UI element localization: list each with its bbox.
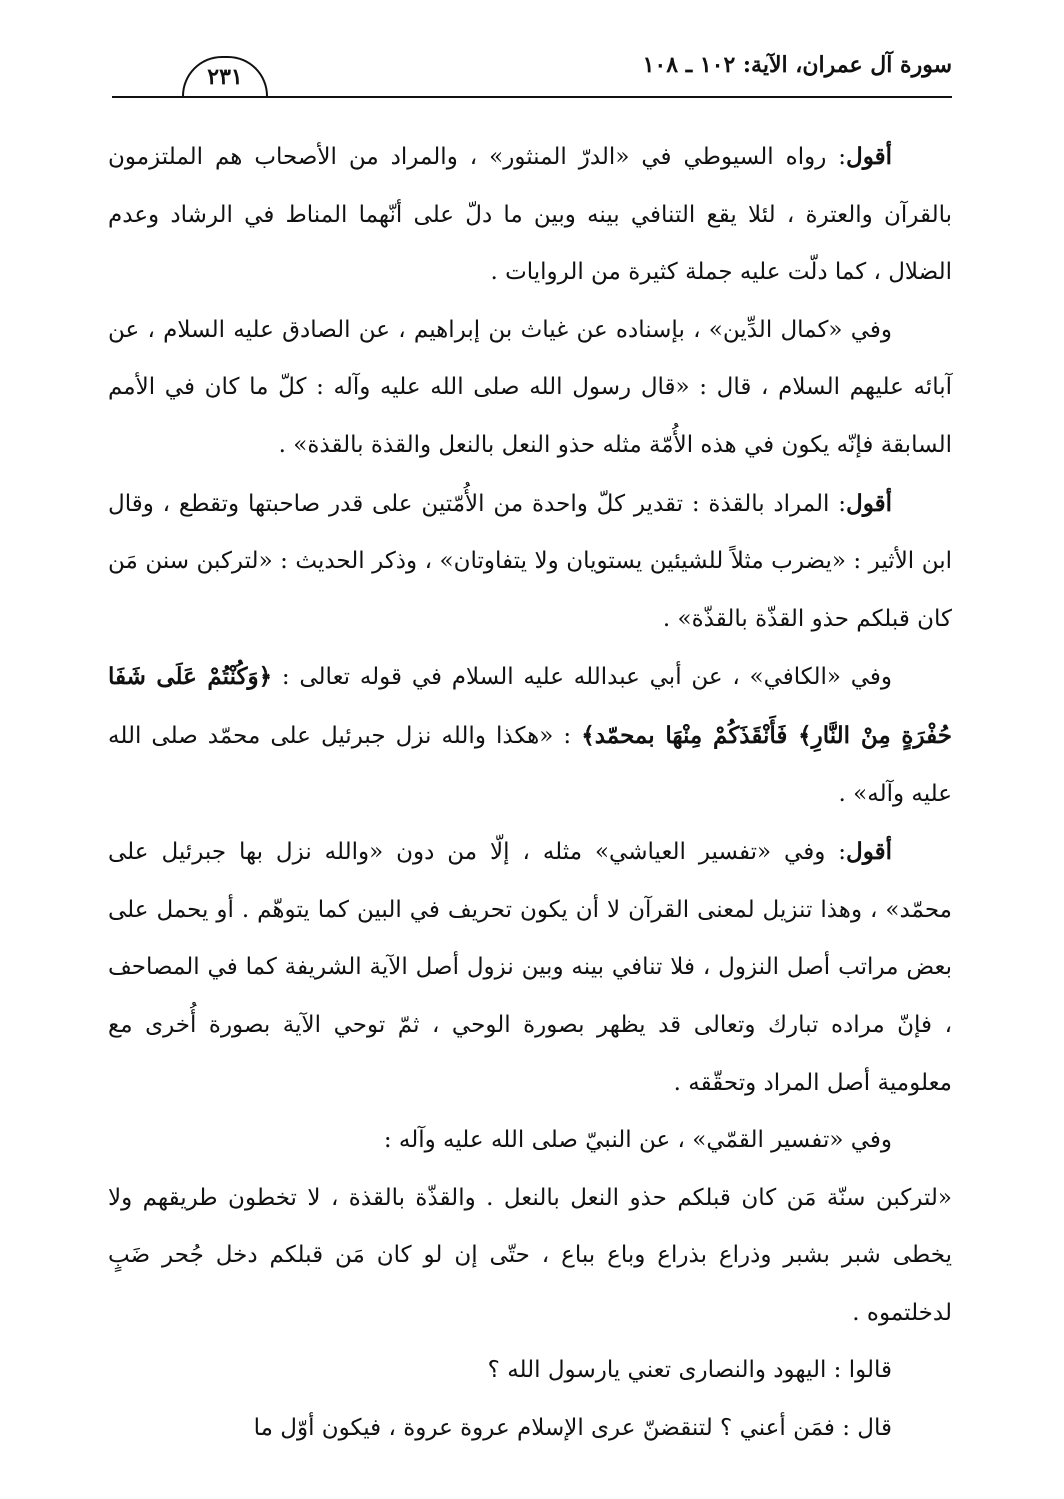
paragraph-4 — [108, 648, 952, 823]
paragraph-text: وفي «تفسير القمّي» ، عن النبيّ صلى الله عليه وآله : — [383, 1127, 892, 1154]
paragraph-8 — [108, 1342, 952, 1400]
paragraph-label: أقول — [846, 143, 892, 170]
paragraph-text: وفي «الكافي» ، عن أبي عبدالله عليه السلام في قوله تعالى : — [281, 664, 893, 691]
chapter-title: سورة آل عمران، الآية: ١٠٢ ـ ١٠٨ — [642, 52, 952, 78]
paragraph-text: قالوا : اليهود والنصارى تعني يارسول الله ؟ — [487, 1357, 892, 1384]
paragraph-text: : المراد بالقذة : تقدير كلّ واحدة من الأُمّتين على قدر صاحبتها وتقطع ، وقال ابن الأثير : «يضرب مثلاً للشيئين يستويان ولا يتفاوتان» ، وذكر الحديث : «لتركبن سنن مَن كان قبلكم حذو القذّة بالقذّة» . — [108, 490, 952, 632]
paragraph-text: «لتركبن سنّة مَن كان قبلكم حذو النعل بالنعل . والقذّة بالقذة ، لا تخطون طريقهم ولا يخطى شبر بشبر وذراع بذراع وباع بباع ، حتّى إن لو كان مَن قبلكم دخل جُحر ضَبٍ لدخلتموه . — [108, 1184, 952, 1326]
paragraph-3 — [108, 475, 952, 649]
paragraph-label: أقول — [846, 489, 892, 517]
paragraph-2 — [108, 302, 952, 475]
paragraph-text: وفي «كمال الدِّين» ، بإسناده عن غياث بن إبراهيم ، عن الصادق عليه السلام ، عن آبائه عليهم السلام ، قال : «قال رسول الله صلى الله عليه وآله : كلّ ما كان في الأمم السابقة فإنّه يكون في هذه الأُمّة مثله حذو النعل بالنعل والقذة بالقذة» . — [108, 316, 952, 458]
paragraph-9 — [108, 1400, 952, 1458]
paragraph-text: قال : فمَن أعني ؟ لتنقضنّ عرى الإسلام عروة عروة ، فيكون أوّل ما — [253, 1415, 892, 1442]
paragraph-7 — [108, 1170, 952, 1343]
paragraph-text: : رواه السيوطي في «الدرّ المنثور» ، والمراد من الأصحاب هم الملتزمون بالقرآن والعترة ، لئلا يقع التنافي بينه وبين ما دلّ على أنّهما المناط في الرشاد وعدم الضلال ، كما دلّت عليه جملة كثيرة من الروايات . — [108, 144, 952, 286]
quran-verse: ﴿وَكُنْتُمْ عَلَى شَفَا حُفْرَةٍ مِنْ النَّارِ﴾ فَأَنْقَذَكُمْ مِنْهَا بمحمّد﴾ — [108, 663, 952, 749]
page-header — [112, 48, 952, 98]
paragraph-6 — [108, 1112, 952, 1170]
paragraph-5 — [108, 823, 952, 1112]
body-text — [108, 128, 952, 1458]
paragraph-label: أقول — [846, 838, 892, 866]
paragraph-1 — [108, 128, 952, 302]
page-number: ٢٣١ — [182, 56, 268, 96]
paragraph-text: : وفي «تفسير العياشي» مثله ، إلّا من دون «والله نزل بها جبرئيل على محمّد» ، وهذا تنزيل لمعنى القرآن لا أن يكون تحريف في البين كما يتوهّم . أو يحمل على بعض مراتب أصل النزول ، فلا تنافي بينه وبين نزول أصل الآية الشريفة كما في المصاحف ، فإنّ مراده تبارك وتعالى قد يظهر بصورة الوحي ، ثمّ توحي الآية بصورة أُخرى مع معلومية أصل المراد وتحقّقه . — [108, 839, 952, 1096]
paragraph-text: : «هكذا والله نزل جبرئيل على محمّد صلى الله عليه وآله» . — [108, 722, 952, 807]
